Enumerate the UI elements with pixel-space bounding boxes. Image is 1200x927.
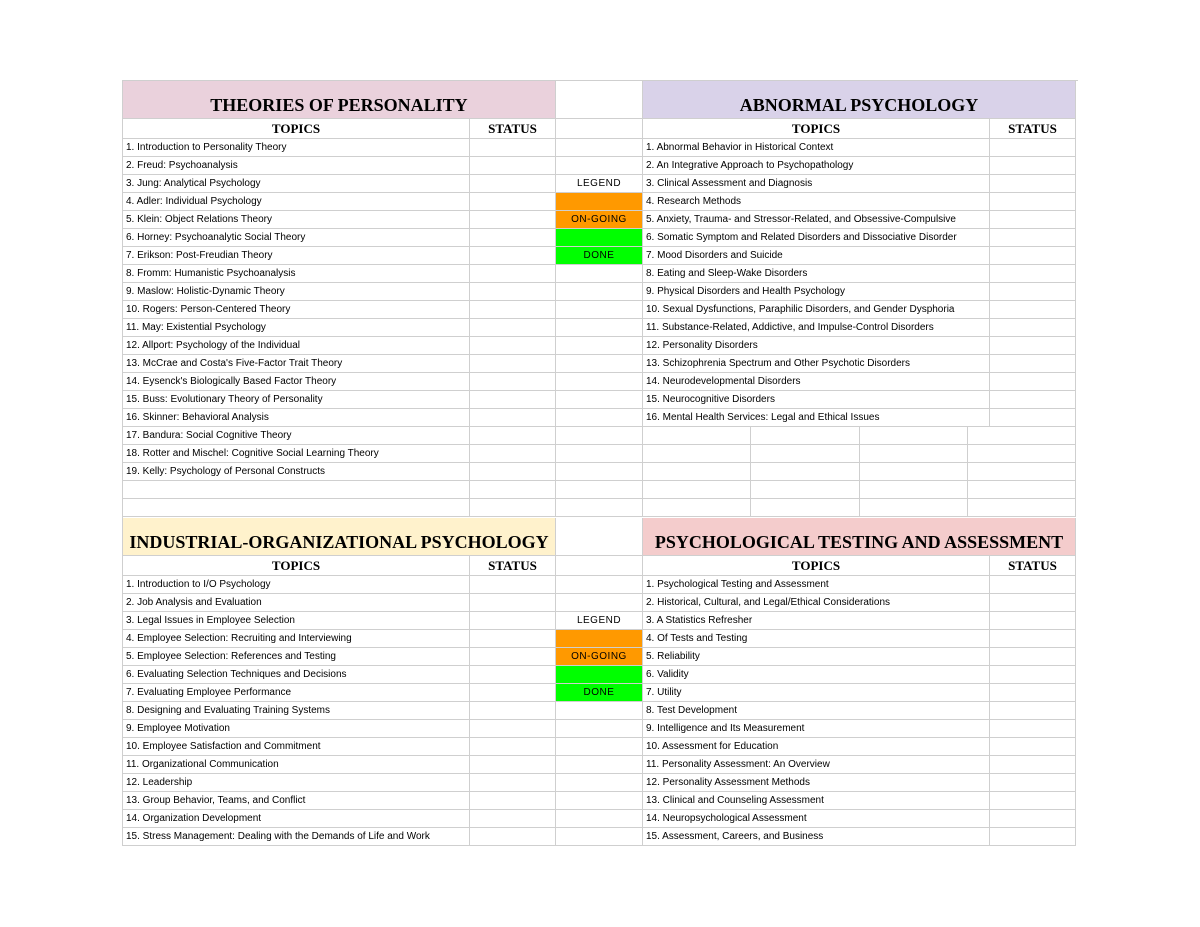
left-border	[122, 80, 123, 846]
io-topic-row: 5. Employee Selection: References and Testing	[123, 648, 470, 666]
abnormal-empty-cell[interactable]	[751, 427, 859, 445]
abnormal-empty-cell[interactable]	[643, 445, 751, 463]
bottom-spacer-cell	[556, 594, 643, 612]
abnormal-status-cell[interactable]	[990, 283, 1076, 301]
top-spacer-cell	[556, 319, 643, 337]
personality-empty-cell[interactable]	[123, 481, 470, 499]
personality-status-cell[interactable]	[470, 499, 556, 517]
abnormal-empty-cell[interactable]	[968, 427, 1076, 445]
abnormal-empty-cell[interactable]	[643, 499, 751, 517]
testing-status-cell[interactable]	[990, 630, 1076, 648]
personality-status-cell[interactable]	[470, 229, 556, 247]
abnormal-empty-cell[interactable]	[751, 499, 859, 517]
personality-status-cell[interactable]	[470, 391, 556, 409]
personality-status-cell[interactable]	[470, 337, 556, 355]
bottom-legend-label: LEGEND	[556, 612, 643, 630]
bottom-legend-ongoing: ON-GOING	[556, 648, 643, 666]
testing-status-cell[interactable]	[990, 684, 1076, 702]
personality-topic-row: 15. Buss: Evolutionary Theory of Personality	[123, 391, 470, 409]
personality-topics-header: TOPICS	[123, 119, 470, 139]
abnormal-status-cell[interactable]	[990, 139, 1076, 157]
io-status-cell[interactable]	[470, 648, 556, 666]
abnormal-status-cell[interactable]	[990, 193, 1076, 211]
top-spacer-cell	[556, 499, 643, 517]
top-spacer-cell	[556, 337, 643, 355]
io-topic-row: 8. Designing and Evaluating Training Systems	[123, 702, 470, 720]
io-status-cell[interactable]	[470, 702, 556, 720]
top-legend-ongoing-swatch	[556, 193, 643, 211]
abnormal-status-cell[interactable]	[990, 391, 1076, 409]
abnormal-topic-row: 11. Substance-Related, Addictive, and Impulse-Control Disorders	[643, 319, 990, 337]
io-title: INDUSTRIAL-ORGANIZATIONAL PSYCHOLOGY	[123, 518, 556, 556]
testing-status-cell[interactable]	[990, 720, 1076, 738]
io-topic-row: 4. Employee Selection: Recruiting and Interviewing	[123, 630, 470, 648]
testing-topic-row: 7. Utility	[643, 684, 990, 702]
abnormal-topic-row: 7. Mood Disorders and Suicide	[643, 247, 990, 265]
personality-topic-row: 1. Introduction to Personality Theory	[123, 139, 470, 157]
io-topic-row: 14. Organization Development	[123, 810, 470, 828]
io-status-cell[interactable]	[470, 774, 556, 792]
personality-status-cell[interactable]	[470, 427, 556, 445]
top-spacer-cell	[556, 139, 643, 157]
abnormal-empty-cell[interactable]	[751, 481, 859, 499]
personality-topic-row: 14. Eysenck's Biologically Based Factor Theory	[123, 373, 470, 391]
personality-status-cell[interactable]	[470, 247, 556, 265]
testing-status-cell[interactable]	[990, 666, 1076, 684]
personality-topic-row: 3. Jung: Analytical Psychology	[123, 175, 470, 193]
io-status-cell[interactable]	[470, 756, 556, 774]
testing-topic-row: 6. Validity	[643, 666, 990, 684]
bottom-spacer-cell	[556, 774, 643, 792]
abnormal-status-cell[interactable]	[990, 373, 1076, 391]
abnormal-empty-cell[interactable]	[860, 481, 968, 499]
abnormal-topic-row: 9. Physical Disorders and Health Psychology	[643, 283, 990, 301]
personality-title: THEORIES OF PERSONALITY	[123, 81, 556, 119]
io-topic-row: 13. Group Behavior, Teams, and Conflict	[123, 792, 470, 810]
top-legend-done: DONE	[556, 247, 643, 265]
abnormal-status-header: STATUS	[990, 119, 1076, 139]
abnormal-empty-cell[interactable]	[968, 463, 1076, 481]
personality-topic-row: 9. Maslow: Holistic-Dynamic Theory	[123, 283, 470, 301]
personality-topic-row: 10. Rogers: Person-Centered Theory	[123, 301, 470, 319]
io-topic-row: 11. Organizational Communication	[123, 756, 470, 774]
abnormal-empty-cell[interactable]	[643, 427, 751, 445]
bottom-spacer-cell	[556, 792, 643, 810]
testing-topic-row: 11. Personality Assessment: An Overview	[643, 756, 990, 774]
io-topic-row: 10. Employee Satisfaction and Commitment	[123, 738, 470, 756]
abnormal-topic-row: 16. Mental Health Services: Legal and Ethical Issues	[643, 409, 990, 427]
io-status-cell[interactable]	[470, 666, 556, 684]
io-status-cell[interactable]	[470, 828, 556, 846]
testing-topic-row: 14. Neuropsychological Assessment	[643, 810, 990, 828]
personality-status-cell[interactable]	[470, 283, 556, 301]
personality-topic-row: 17. Bandura: Social Cognitive Theory	[123, 427, 470, 445]
io-status-cell[interactable]	[470, 738, 556, 756]
personality-topic-row: 8. Fromm: Humanistic Psychoanalysis	[123, 265, 470, 283]
io-status-cell[interactable]	[470, 684, 556, 702]
abnormal-topic-row: 10. Sexual Dysfunctions, Paraphilic Disorders, and Gender Dysphoria	[643, 301, 990, 319]
io-topic-row: 3. Legal Issues in Employee Selection	[123, 612, 470, 630]
personality-topic-row: 7. Erikson: Post-Freudian Theory	[123, 247, 470, 265]
personality-topic-row: 11. May: Existential Psychology	[123, 319, 470, 337]
abnormal-topic-row: 1. Abnormal Behavior in Historical Context	[643, 139, 990, 157]
io-status-cell[interactable]	[470, 792, 556, 810]
abnormal-topic-row: 4. Research Methods	[643, 193, 990, 211]
io-status-cell[interactable]	[470, 576, 556, 594]
abnormal-status-cell[interactable]	[990, 319, 1076, 337]
abnormal-status-cell[interactable]	[990, 157, 1076, 175]
testing-topic-row: 3. A Statistics Refresher	[643, 612, 990, 630]
bottom-spacer-cell	[556, 828, 643, 846]
personality-empty-cell[interactable]	[123, 499, 470, 517]
abnormal-empty-cell[interactable]	[860, 499, 968, 517]
abnormal-topic-row: 12. Personality Disorders	[643, 337, 990, 355]
personality-status-cell[interactable]	[470, 175, 556, 193]
testing-status-cell[interactable]	[990, 576, 1076, 594]
top-legend-ongoing: ON-GOING	[556, 211, 643, 229]
testing-status-header: STATUS	[990, 556, 1076, 576]
abnormal-topic-row: 14. Neurodevelopmental Disorders	[643, 373, 990, 391]
abnormal-status-cell[interactable]	[990, 247, 1076, 265]
abnormal-status-cell[interactable]	[990, 337, 1076, 355]
top-spacer-cell	[556, 409, 643, 427]
abnormal-empty-cell[interactable]	[643, 481, 751, 499]
io-status-cell[interactable]	[470, 630, 556, 648]
personality-status-cell[interactable]	[470, 409, 556, 427]
bottom-spacer-cell	[556, 702, 643, 720]
testing-status-cell[interactable]	[990, 828, 1076, 846]
abnormal-empty-cell[interactable]	[968, 481, 1076, 499]
testing-topic-row: 10. Assessment for Education	[643, 738, 990, 756]
io-topic-row: 12. Leadership	[123, 774, 470, 792]
top-spacer-cell	[556, 265, 643, 283]
testing-title: PSYCHOLOGICAL TESTING AND ASSESSMENT	[643, 518, 1076, 556]
bottom-spacer-cell	[556, 576, 643, 594]
personality-topic-row: 18. Rotter and Mischel: Cognitive Social Learning Theory	[123, 445, 470, 463]
bottom-spacer-cell	[556, 738, 643, 756]
testing-topic-row: 5. Reliability	[643, 648, 990, 666]
testing-status-cell[interactable]	[990, 774, 1076, 792]
testing-topic-row: 15. Assessment, Careers, and Business	[643, 828, 990, 846]
personality-status-header: STATUS	[470, 119, 556, 139]
abnormal-status-cell[interactable]	[990, 211, 1076, 229]
personality-topic-row: 2. Freud: Psychoanalysis	[123, 157, 470, 175]
top-spacer-cell	[556, 463, 643, 481]
abnormal-status-cell[interactable]	[990, 175, 1076, 193]
abnormal-empty-cell[interactable]	[751, 445, 859, 463]
bottom-legend-ongoing-swatch	[556, 630, 643, 648]
personality-topic-row: 6. Horney: Psychoanalytic Social Theory	[123, 229, 470, 247]
testing-topic-row: 12. Personality Assessment Methods	[643, 774, 990, 792]
top-spacer-cell	[556, 373, 643, 391]
testing-topic-row: 8. Test Development	[643, 702, 990, 720]
personality-topic-row: 12. Allport: Psychology of the Individual	[123, 337, 470, 355]
abnormal-topic-row: 3. Clinical Assessment and Diagnosis	[643, 175, 990, 193]
personality-topic-row: 4. Adler: Individual Psychology	[123, 193, 470, 211]
testing-status-cell[interactable]	[990, 648, 1076, 666]
personality-status-cell[interactable]	[470, 319, 556, 337]
bottom-spacer-title	[556, 518, 643, 556]
top-spacer-cell	[556, 355, 643, 373]
testing-topics-header: TOPICS	[643, 556, 990, 576]
personality-status-cell[interactable]	[470, 463, 556, 481]
abnormal-empty-cell[interactable]	[968, 499, 1076, 517]
abnormal-topic-row: 8. Eating and Sleep-Wake Disorders	[643, 265, 990, 283]
testing-status-cell[interactable]	[990, 792, 1076, 810]
abnormal-status-cell[interactable]	[990, 229, 1076, 247]
personality-status-cell[interactable]	[470, 211, 556, 229]
io-topic-row: 2. Job Analysis and Evaluation	[123, 594, 470, 612]
abnormal-empty-cell[interactable]	[860, 427, 968, 445]
testing-status-cell[interactable]	[990, 810, 1076, 828]
abnormal-topics-header: TOPICS	[643, 119, 990, 139]
testing-topic-row: 4. Of Tests and Testing	[643, 630, 990, 648]
personality-topic-row: 13. McCrae and Costa's Five-Factor Trait Theory	[123, 355, 470, 373]
io-status-cell[interactable]	[470, 810, 556, 828]
testing-status-cell[interactable]	[990, 594, 1076, 612]
testing-status-cell[interactable]	[990, 738, 1076, 756]
bottom-legend-done-swatch	[556, 666, 643, 684]
io-status-cell[interactable]	[470, 612, 556, 630]
bottom-spacer-cell	[556, 720, 643, 738]
abnormal-topic-row: 2. An Integrative Approach to Psychopathology	[643, 157, 990, 175]
testing-topic-row: 1. Psychological Testing and Assessment	[643, 576, 990, 594]
io-topic-row: 7. Evaluating Employee Performance	[123, 684, 470, 702]
abnormal-title: ABNORMAL PSYCHOLOGY	[643, 81, 1076, 119]
top-spacer-cell	[556, 301, 643, 319]
personality-topic-row: 16. Skinner: Behavioral Analysis	[123, 409, 470, 427]
personality-status-cell[interactable]	[470, 265, 556, 283]
top-spacer-title	[556, 81, 643, 119]
top-spacer-cell	[556, 481, 643, 499]
top-spacer-cell	[556, 283, 643, 301]
abnormal-empty-cell[interactable]	[968, 445, 1076, 463]
personality-status-cell[interactable]	[470, 193, 556, 211]
io-status-cell[interactable]	[470, 720, 556, 738]
personality-topic-row: 19. Kelly: Psychology of Personal Constructs	[123, 463, 470, 481]
abnormal-empty-cell[interactable]	[860, 463, 968, 481]
io-topic-row: 15. Stress Management: Dealing with the Demands of Life and Work	[123, 828, 470, 846]
bottom-spacer-header	[556, 556, 643, 576]
io-topic-row: 1. Introduction to I/O Psychology	[123, 576, 470, 594]
top-spacer-cell	[556, 427, 643, 445]
abnormal-topic-row: 5. Anxiety, Trauma- and Stressor-Related, and Obsessive-Compulsive	[643, 211, 990, 229]
abnormal-empty-cell[interactable]	[860, 445, 968, 463]
bottom-spacer-cell	[556, 810, 643, 828]
testing-topic-row: 13. Clinical and Counseling Assessment	[643, 792, 990, 810]
personality-status-cell[interactable]	[470, 373, 556, 391]
io-topics-header: TOPICS	[123, 556, 470, 576]
abnormal-topic-row: 13. Schizophrenia Spectrum and Other Psychotic Disorders	[643, 355, 990, 373]
top-spacer-cell	[556, 391, 643, 409]
top-spacer-cell	[556, 157, 643, 175]
personality-status-cell[interactable]	[470, 301, 556, 319]
personality-status-cell[interactable]	[470, 355, 556, 373]
abnormal-status-cell[interactable]	[990, 301, 1076, 319]
abnormal-empty-cell[interactable]	[751, 463, 859, 481]
testing-status-cell[interactable]	[990, 756, 1076, 774]
testing-status-cell[interactable]	[990, 702, 1076, 720]
top-spacer-cell	[556, 445, 643, 463]
bottom-legend-done: DONE	[556, 684, 643, 702]
personality-status-cell[interactable]	[470, 445, 556, 463]
abnormal-topic-row: 6. Somatic Symptom and Related Disorders and Dissociative Disorder	[643, 229, 990, 247]
top-spacer-header	[556, 119, 643, 139]
bottom-spacer-cell	[556, 756, 643, 774]
abnormal-empty-cell[interactable]	[643, 463, 751, 481]
personality-status-cell[interactable]	[470, 481, 556, 499]
testing-topic-row: 2. Historical, Cultural, and Legal/Ethical Considerations	[643, 594, 990, 612]
abnormal-topic-row: 15. Neurocognitive Disorders	[643, 391, 990, 409]
personality-status-cell[interactable]	[470, 139, 556, 157]
top-legend-done-swatch	[556, 229, 643, 247]
abnormal-status-cell[interactable]	[990, 409, 1076, 427]
io-status-cell[interactable]	[470, 594, 556, 612]
io-status-header: STATUS	[470, 556, 556, 576]
top-legend-label: LEGEND	[556, 175, 643, 193]
abnormal-status-cell[interactable]	[990, 355, 1076, 373]
io-topic-row: 6. Evaluating Selection Techniques and Decisions	[123, 666, 470, 684]
abnormal-status-cell[interactable]	[990, 265, 1076, 283]
io-topic-row: 9. Employee Motivation	[123, 720, 470, 738]
testing-status-cell[interactable]	[990, 612, 1076, 630]
testing-topic-row: 9. Intelligence and Its Measurement	[643, 720, 990, 738]
personality-status-cell[interactable]	[470, 157, 556, 175]
personality-topic-row: 5. Klein: Object Relations Theory	[123, 211, 470, 229]
